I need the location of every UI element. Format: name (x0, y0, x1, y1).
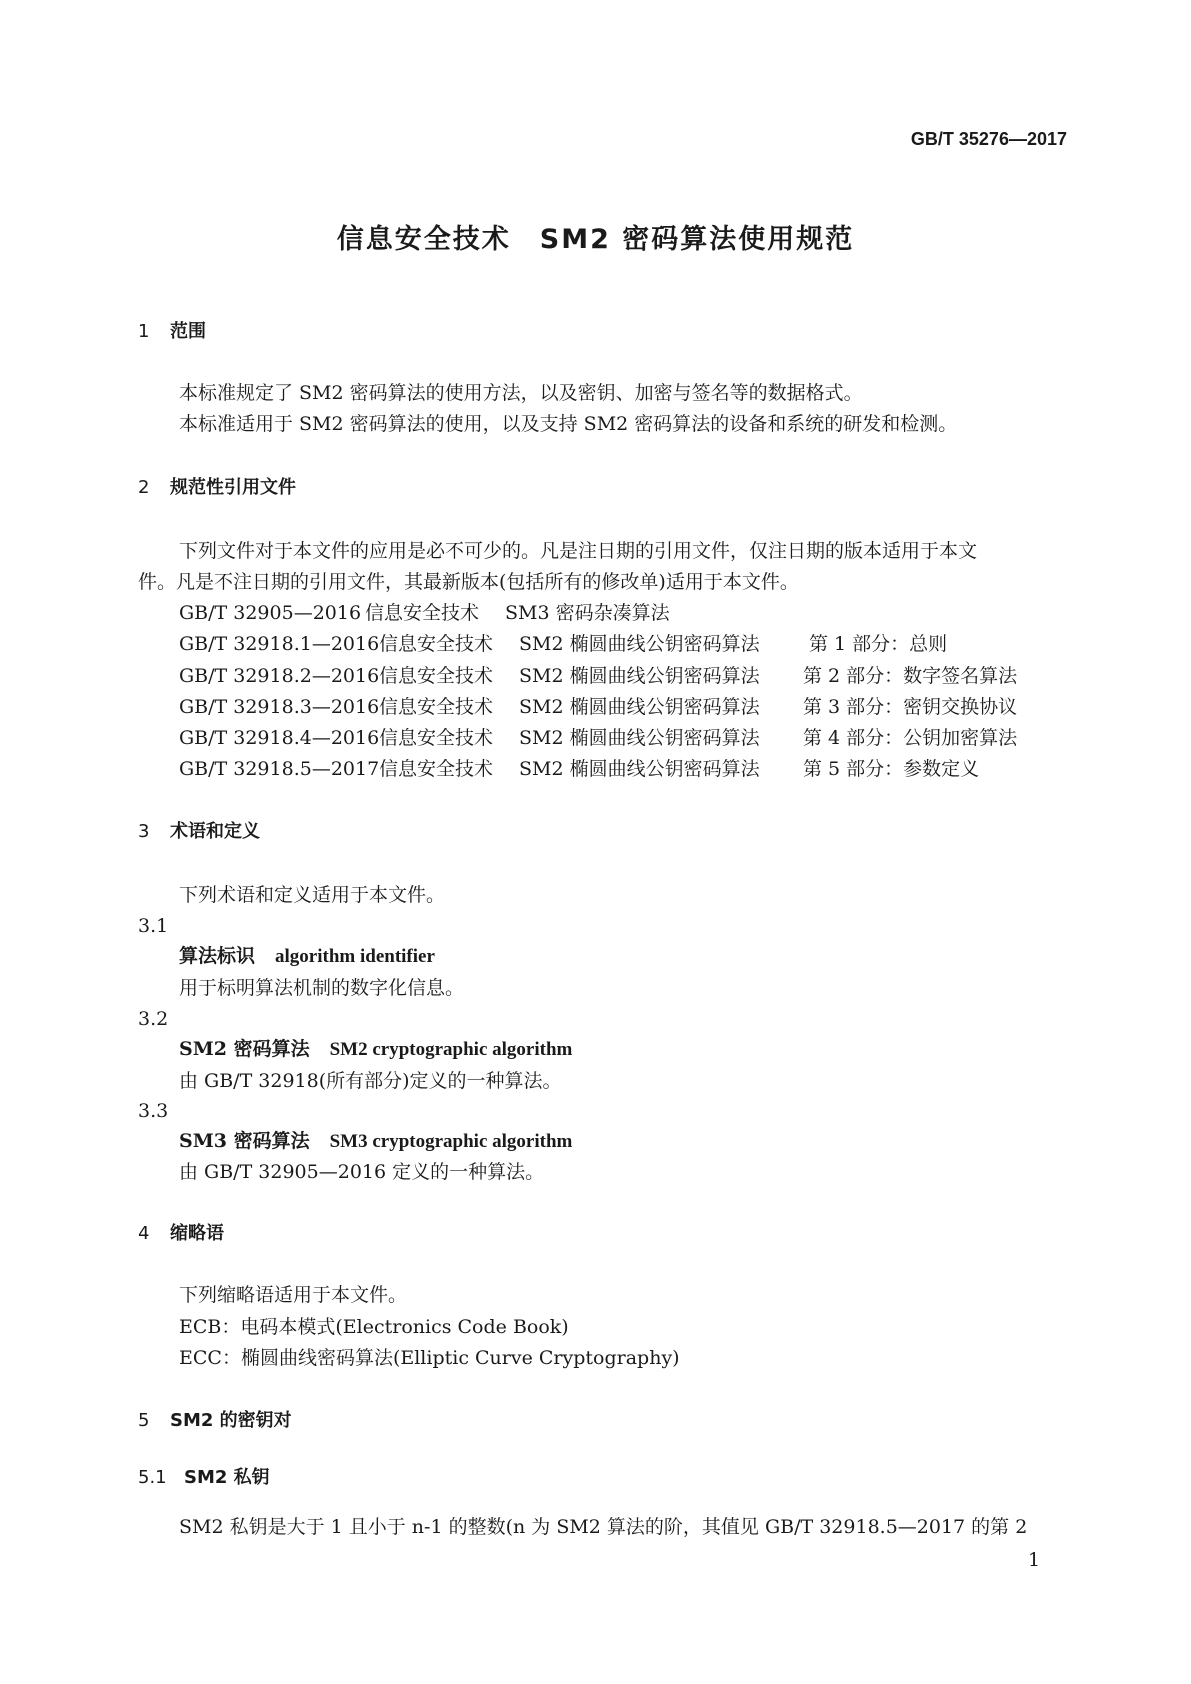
section-3-heading (138, 820, 260, 844)
subsection-5-1-heading (138, 1466, 270, 1490)
ref-name: SM2 椭圆曲线公钥密码算法 (519, 665, 760, 687)
reference-item (179, 757, 979, 781)
term-heading (179, 1037, 572, 1062)
term-number: 3.1 (138, 915, 169, 937)
term-heading (179, 1129, 572, 1154)
ref-part: 第 2 部分：数字签名算法 (803, 665, 1018, 687)
ref-series: 信息安全技术 (379, 758, 494, 780)
section-title: 规范性引用文件 (170, 477, 296, 498)
ref-code: GB/T 32905—2016 (179, 602, 362, 624)
paragraph-line: 下列文件对于本文件的应用是必不可少的。凡是注日期的引用文件，仅注日期的版本适用于本文 (179, 540, 978, 562)
paragraph-line: 件。凡是不注日期的引用文件，其最新版本(包括所有的修改单)适用于本文件。 (138, 571, 799, 593)
term-en: SM2 cryptographic algorithm (329, 1039, 573, 1060)
section-title: 缩略语 (170, 1223, 224, 1244)
ref-series: 信息安全技术 (365, 602, 480, 624)
ref-code: GB/T 32918.3—2016 (179, 696, 380, 718)
section-4-heading (138, 1222, 224, 1246)
ref-code: GB/T 32918.2—2016 (179, 665, 380, 687)
term-en: algorithm identifier (275, 946, 435, 967)
section-title: SM2 的密钥对 (170, 1410, 292, 1431)
section-2-heading (138, 476, 296, 500)
ref-series: 信息安全技术 (379, 633, 494, 655)
abbreviation-item: ECB：电码本模式(Electronics Code Book) (179, 1316, 569, 1338)
paragraph-line: 下列缩略语适用于本文件。 (179, 1284, 408, 1306)
section-title: SM2 私钥 (184, 1467, 270, 1488)
abbreviation-item: ECC：椭圆曲线密码算法(Elliptic Curve Cryptography) (179, 1347, 680, 1369)
paragraph-line: 下列术语和定义适用于本文件。 (179, 884, 446, 906)
reference-item (179, 695, 1017, 719)
ref-code: GB/T 32918.1—2016 (179, 633, 380, 655)
ref-series: 信息安全技术 (379, 727, 494, 749)
section-number: 4 (138, 1223, 150, 1244)
ref-part: 第 1 部分：总则 (809, 633, 948, 655)
ref-name: SM2 椭圆曲线公钥密码算法 (519, 696, 760, 718)
term-definition: 由 GB/T 32905—2016 定义的一种算法。 (179, 1161, 545, 1183)
ref-part: 第 4 部分：公钥加密算法 (803, 727, 1018, 749)
paragraph-line: 本标准适用于 SM2 密码算法的使用，以及支持 SM2 密码算法的设备和系统的研发和检测。 (179, 413, 958, 435)
term-en: SM3 cryptographic algorithm (329, 1131, 573, 1152)
term-number: 3.3 (138, 1100, 169, 1122)
page-number: 1 (1028, 1549, 1041, 1571)
ref-series: 信息安全技术 (379, 696, 494, 718)
section-number: 2 (138, 477, 150, 498)
ref-name: SM3 密码杂凑算法 (505, 602, 670, 624)
term-zh: SM3 密码算法 (179, 1130, 310, 1152)
section-title: 术语和定义 (170, 821, 260, 842)
reference-item (179, 726, 1017, 750)
ref-name: SM2 椭圆曲线公钥密码算法 (519, 633, 760, 655)
term-definition: 用于标明算法机制的数字化信息。 (179, 977, 465, 999)
section-number: 1 (138, 321, 150, 342)
section-number: 3 (138, 821, 150, 842)
section-1-heading (138, 320, 206, 344)
section-5-heading (138, 1409, 292, 1433)
ref-part: 第 5 部分：参数定义 (803, 758, 980, 780)
term-number: 3.2 (138, 1008, 169, 1030)
ref-code: GB/T 32918.5—2017 (179, 758, 380, 780)
reference-item (179, 664, 1017, 688)
standard-number: GB/T 35276—2017 (910, 129, 1067, 149)
term-zh: SM2 密码算法 (179, 1038, 310, 1060)
term-zh: 算法标识 (179, 945, 256, 967)
ref-part: 第 3 部分：密钥交换协议 (803, 696, 1018, 718)
paragraph-line: 本标准规定了 SM2 密码算法的使用方法，以及密钥、加密与签名等的数据格式。 (179, 382, 863, 404)
reference-item (179, 601, 670, 625)
term-definition: 由 GB/T 32918(所有部分)定义的一种算法。 (179, 1070, 562, 1092)
section-title: 范围 (170, 321, 206, 342)
ref-name: SM2 椭圆曲线公钥密码算法 (519, 727, 760, 749)
reference-item (179, 632, 947, 656)
term-heading (179, 944, 435, 969)
paragraph-line: SM2 私钥是大于 1 且小于 n-1 的整数(n 为 SM2 算法的阶，其值见 GB/T 32918.5—2017 的第 2 (179, 1516, 1028, 1538)
ref-series: 信息安全技术 (379, 665, 494, 687)
document-title: 信息安全技术 SM2 密码算法使用规范 (336, 224, 855, 255)
section-number: 5.1 (138, 1467, 167, 1488)
section-number: 5 (138, 1410, 150, 1431)
ref-code: GB/T 32918.4—2016 (179, 727, 380, 749)
ref-name: SM2 椭圆曲线公钥密码算法 (519, 758, 760, 780)
